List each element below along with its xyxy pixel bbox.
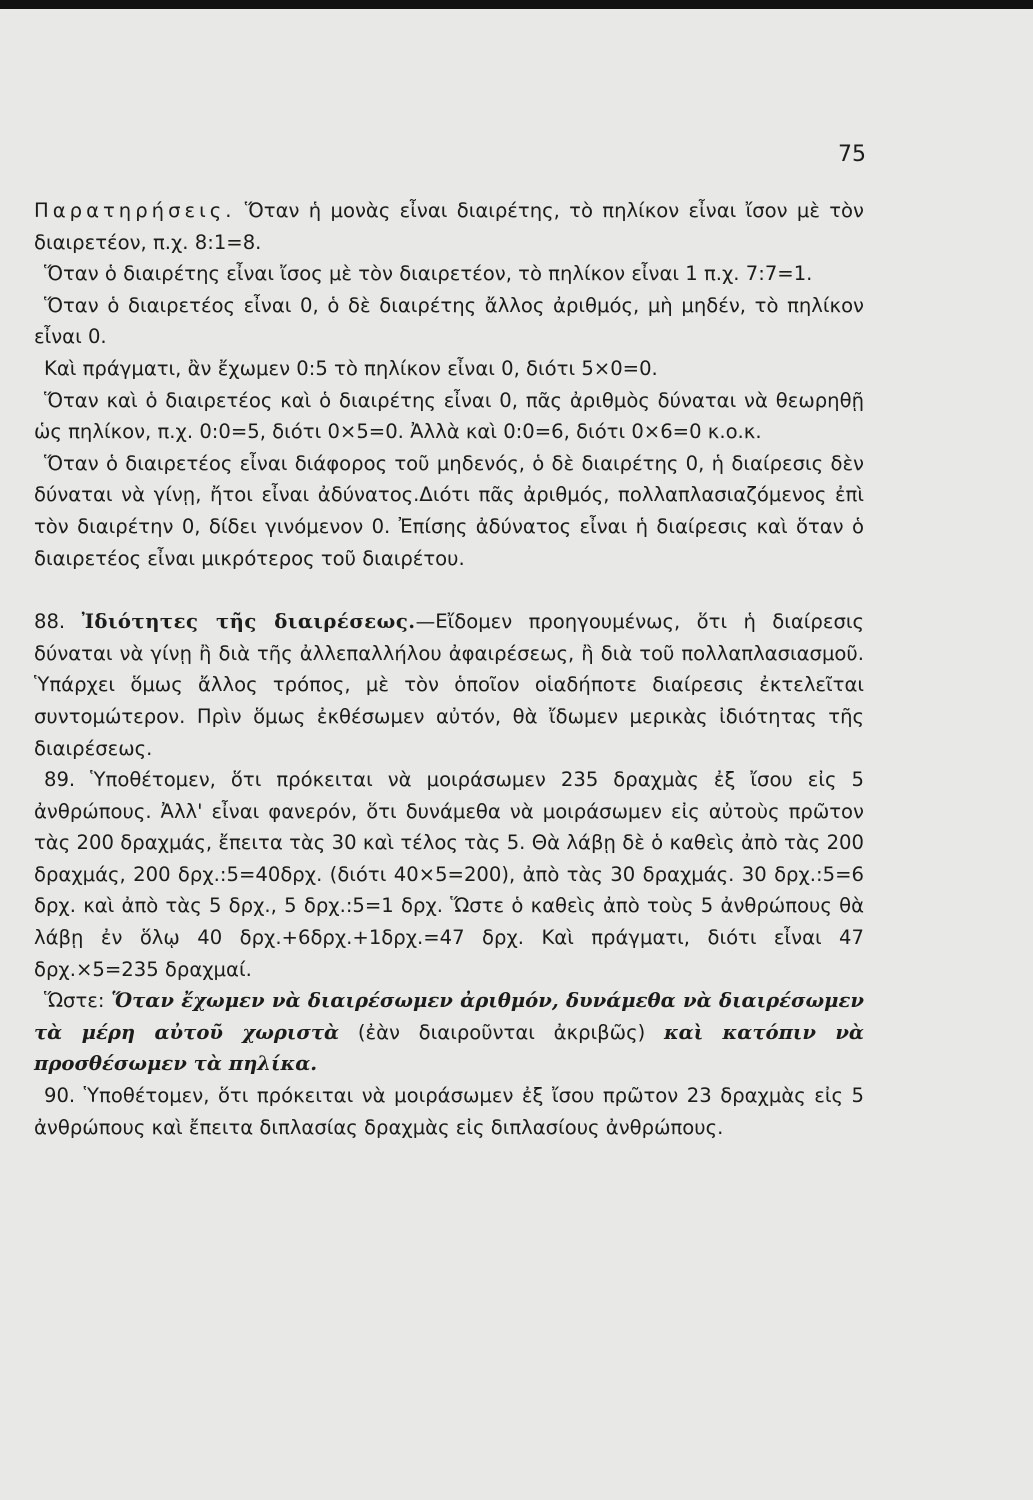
paragraph-rule xyxy=(34,985,864,1080)
rule-statement-b: καὶ κατόπιν νὰ προσθέσωμεν τὰ πηλίκα. xyxy=(34,1020,864,1076)
section-88-number: 88. xyxy=(34,610,82,634)
rule-condition: (ἐὰν διαιροῦνται ἀκριβῶς) xyxy=(339,1020,664,1044)
observations-label: Παρατηρήσεις. xyxy=(34,199,236,222)
section-88-text: —Εἴδομεν προηγουμένως, ὅτι ἡ διαίρεσις δύναται νὰ γίνῃ ἢ διὰ τῆς ἀλλεπαλλήλου ἀφαιρέσεως, ἢ διὰ τοῦ πολλαπλασιασμοῦ. Ὑπάρχει ὅμως ἄλλος τρόπος, μὲ τὸν ὁποῖον οἱαδήποτε διαίρεσις ἐκτελεῖται συντομώτερον. Πρὶν ὅμως ἐκθέσωμεν αὐτόν, θὰ ἴδωμεν μερικὰς ἰδιότητας τῆς διαιρέσεως. xyxy=(34,610,865,760)
paragraph-89: 89. Ὑποθέτομεν, ὅτι πρόκειται νὰ μοιράσωμεν 235 δραχμὰς ἐξ ἴσου εἰς 5 ἀνθρώπους. Ἀλλ' εἶναι φανερόν, ὅτι δυνάμεθα νὰ μοιράσωμεν εἰς αὐτοὺς πρῶτον τὰς 200 δραχμάς, ἔπειτα τὰς 30 καὶ τέλος τὰς 5. Θὰ λάβῃ δὲ ὁ καθεὶς ἀπὸ τὰς 200 δραχμάς, 200 δρχ.:5=40δρχ. (διότι 40×5=200), ἀπὸ τὰς 30 δραχμάς. 30 δρχ.:5=6 δρχ. καὶ ἀπὸ τὰς 5 δρχ., 5 δρχ.:5=1 δρχ. Ὥστε ὁ καθεὶς ἀπὸ τοὺς 5 ἀνθρώπους θὰ λάβῃ ἐν ὅλῳ 40 δρχ.+6δρχ.+1δρχ.=47 δρχ. Καὶ πράγματι, διότι εἶναι 47 δρχ.×5=235 δραχμαί. xyxy=(34,768,864,981)
paragraph-88 xyxy=(34,606,864,764)
paragraph-observations xyxy=(34,195,864,258)
rule-lead: Ὥστε: xyxy=(44,989,112,1013)
page-body xyxy=(34,195,864,1143)
scan-top-edge xyxy=(0,0,1033,9)
paragraph-90: 90. Ὑποθέτομεν, ὅτι πρόκειται νὰ μοιράσωμεν ἐξ ἴσου πρῶτον 23 δραχμὰς εἰς 5 ἀνθρώπους καὶ ἔπειτα διπλασίας δραχμὰς εἰς διπλασίους ἀνθρώπους. xyxy=(34,1084,864,1139)
paragraph-divisor-equals-dividend: Ὅταν ὁ διαιρέτης εἶναι ἴσος μὲ τὸν διαιρετέον, τὸ πηλίκον εἶναι 1 π.χ. 7:7=1. xyxy=(44,262,813,286)
paragraph-zero-example: Καὶ πράγματι, ἂν ἔχωμεν 0:5 τὸ πηλίκον εἶναι 0, διότι 5×0=0. xyxy=(44,356,658,380)
book-page xyxy=(0,9,1033,1500)
paragraph-zero-by-zero: Ὅταν καὶ ὁ διαιρετέος καὶ ὁ διαιρέτης εἶναι 0, πᾶς ἀριθμὸς δύναται νὰ θεωρηθῇ ὡς πηλίκον, π.χ. 0:0=5, διότι 0×5=0. Ἀλλὰ καὶ 0:0=6, διότι 0×6=0 κ.ο.κ. xyxy=(34,388,864,444)
page-number: 75 xyxy=(838,142,866,167)
paragraph-division-by-zero: Ὅταν ὁ διαιρετέος εἶναι διάφορος τοῦ μηδενός, ὁ δὲ διαιρέτης 0, ἡ διαίρεσις δὲν δύναται νὰ γίνῃ, ἤτοι εἶναι ἀδύνατος.Διότι πᾶς ἀριθμός, πολλαπλασιαζόμενος ἐπὶ τὸν διαιρέτην 0, δίδει γινόμενον 0. Ἐπίσης ἀδύνατος εἶναι ἡ διαίρεσις καὶ ὅταν ὁ διαιρετέος εἶναι μικρότερος τοῦ διαιρέτου. xyxy=(34,451,864,570)
section-88-title: Ἰδιότητες τῆς διαιρέσεως. xyxy=(81,610,416,634)
rule-statement-a: Ὅταν ἔχωμεν νὰ διαιρέσωμεν ἀριθμόν, δυνάμεθα νὰ διαιρέσωμεν τὰ μέρη αὐτοῦ χωριστὰ xyxy=(34,989,865,1044)
observations-text: Ὅταν ἡ μονὰς εἶναι διαιρέτης, τὸ πηλίκον εἶναι ἴσον μὲ τὸν διαιρετέον, π.χ. 8:1=8. xyxy=(34,199,864,254)
paragraph-zero-dividend: Ὅταν ὁ διαιρετέος εἶναι 0, ὁ δὲ διαιρέτης ἄλλος ἀριθμός, μὴ μηδέν, τὸ πηλίκον εἶναι 0. xyxy=(34,293,864,349)
